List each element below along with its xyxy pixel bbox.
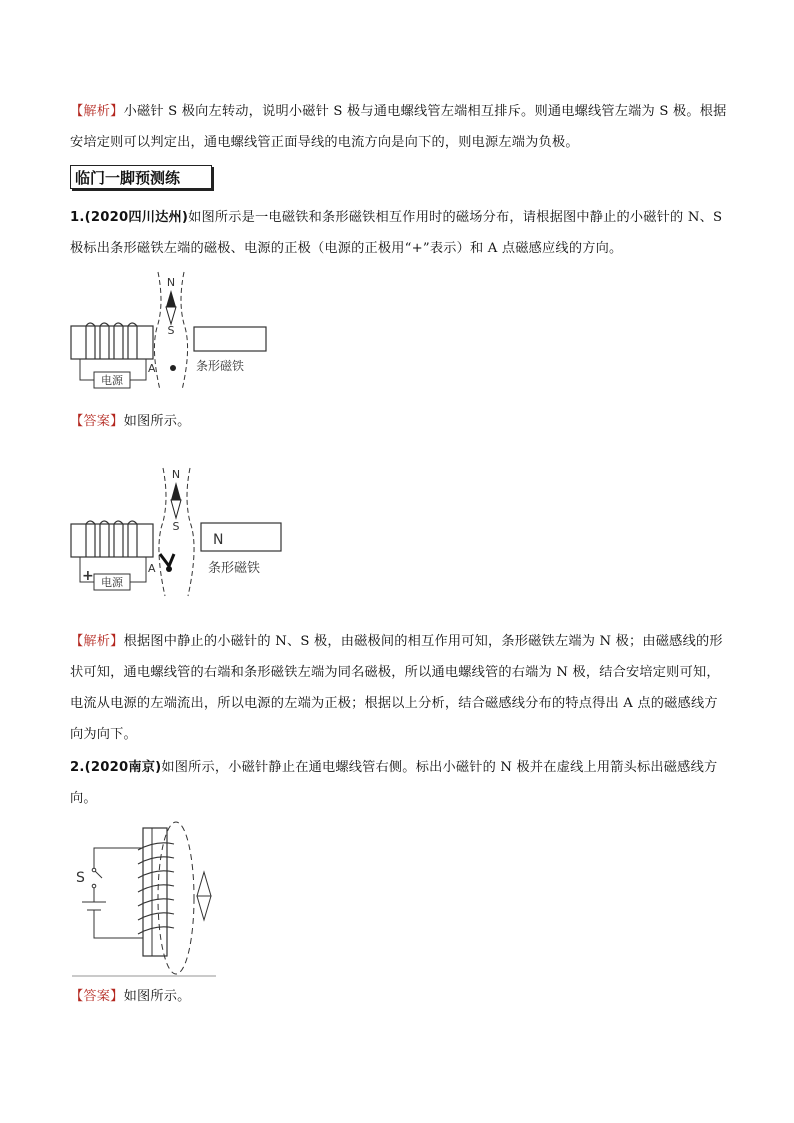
- analysis-1-tag: 【解析】: [70, 634, 124, 649]
- question-1-source: (2020四川达州): [84, 210, 189, 225]
- answer-1: [70, 406, 730, 437]
- positive-terminal-label: +: [82, 568, 94, 584]
- needle-n-label: N: [166, 276, 176, 289]
- question-2-text: 如图所示，小磁针静止在通电螺线管右侧。标出小磁针的 N 极并在虚线上用箭头标出磁感线方向。: [70, 760, 718, 806]
- answer-2-tag: 【答案】: [70, 989, 124, 1004]
- figure-electromagnet-question: [68, 272, 268, 392]
- question-2: [70, 752, 730, 814]
- needle-n-label: N: [171, 468, 181, 481]
- bar-magnet-label: 条形磁铁: [196, 359, 245, 373]
- answer-2-text: 如图所示。: [123, 989, 191, 1004]
- question-1-number: 1.: [70, 210, 85, 225]
- bar-magnet-pole-label: N: [213, 532, 224, 548]
- section-heading: 临门一脚预测练: [70, 165, 212, 189]
- question-1: [70, 202, 730, 264]
- question-2-source: (2020南京): [84, 760, 162, 775]
- question-1-text: 如图所示是一电磁铁和条形磁铁相互作用时的磁场分布，请根据图中静止的小磁针的 N、S 极标出条形磁铁左端的磁极、电源的正极（电源的正极用“+”表示）和 A 点磁感应线的方向。: [70, 210, 723, 256]
- needle-s-label: S: [172, 520, 180, 533]
- analysis-1: [70, 626, 730, 750]
- answer-2: [70, 981, 730, 1012]
- point-a-label: A: [148, 562, 156, 575]
- bar-magnet-label: 条形磁铁: [208, 561, 261, 576]
- figure-solenoid-question: [68, 826, 218, 980]
- point-a-label: A: [148, 362, 156, 375]
- answer-1-text: 如图所示。: [123, 414, 191, 429]
- answer-1-tag: 【答案】: [70, 414, 124, 429]
- switch-label: S: [76, 870, 85, 886]
- question-2-number: 2.: [70, 760, 85, 775]
- analysis-1-text: 根据图中静止的小磁针的 N、S 极，由磁极间的相互作用可知，条形磁铁左端为 N 极；由磁感线的形状可知，通电螺线管的右端和条形磁铁左端为同名磁极，所以通电螺线管的右端为 N 极，结合安培定则可知，电流从电源的左端流出，所以电源的左端为正极；根据以上分析，结合磁感线分布的特点得出 A 点的磁感线方向为向下。: [70, 634, 723, 742]
- analysis-tag: 【解析】: [70, 104, 124, 119]
- needle-s-label: S: [167, 324, 175, 337]
- power-source-label: 电源: [101, 374, 123, 387]
- figure-electromagnet-answer: [68, 468, 284, 598]
- analysis-text: 小磁针 S 极向左转动，说明小磁针 S 极与通电螺线管左端相互排斥。则通电螺线管左端为 S 极。根据安培定则可以判定出，通电螺线管正面导线的电流方向是向下的，则电源左端为负极。: [70, 104, 727, 150]
- power-source-label: 电源: [101, 576, 123, 589]
- analysis-paragraph-1: [70, 96, 730, 158]
